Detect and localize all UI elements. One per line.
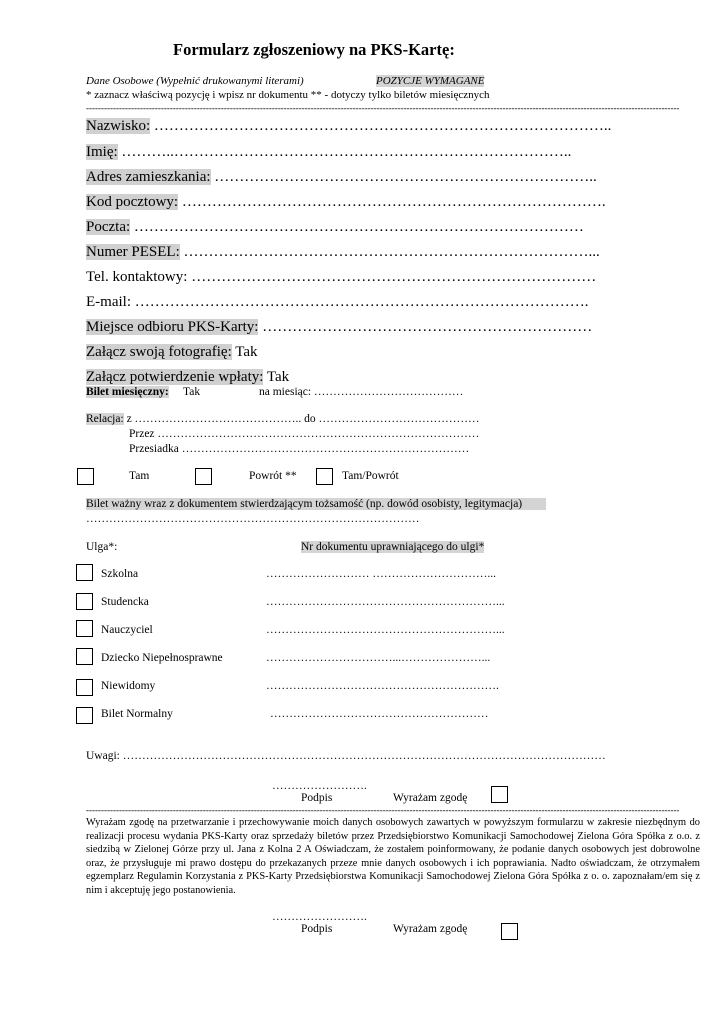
checkbox-both[interactable] <box>316 468 333 485</box>
consent-label-1: Wyrażam zgodę <box>393 792 468 804</box>
field-dots: ………………………………………………………………………... <box>179 244 600 260</box>
discount-teacher-label: Nauczyciel <box>101 624 153 636</box>
option-there-label: Tam <box>129 470 150 482</box>
discount-disabled-child-doc-field[interactable]: ……………………………...…………………... <box>266 652 491 664</box>
option-both-label: Tam/Powrót <box>342 470 399 482</box>
checkbox-there[interactable] <box>77 468 94 485</box>
separator-top: ------------------------------------------------------------------------------------------------------------------------------------------------------------------------------------------------------ <box>86 103 680 113</box>
monthly-ticket-value: Tak <box>183 386 201 398</box>
checkbox-discount-school[interactable] <box>76 564 93 581</box>
field-dots: ……………………………………………………………………………… <box>130 219 584 235</box>
personal-data-heading: Dane Osobowe (Wypełnić drukowanymi literami) <box>86 75 304 87</box>
field-phone[interactable] <box>86 267 596 287</box>
checkbox-consent-1[interactable] <box>491 786 508 803</box>
discount-disabled-child-label: Dziecko Niepełnosprawne <box>101 652 223 664</box>
checkbox-discount-student[interactable] <box>76 593 93 610</box>
checkbox-discount-teacher[interactable] <box>76 620 93 637</box>
field-dots: ………………………………………………………………………………. <box>131 294 589 310</box>
instructions-note: * zaznacz właściwą pozycję i wpisz nr dokumentu ** - dotyczy tylko biletów miesięcznych <box>86 89 490 101</box>
field-label: Adres zamieszkania: <box>86 169 211 185</box>
discount-teacher-doc-field[interactable]: ……………………………………………………... <box>266 624 505 636</box>
discount-doc-label: Nr dokumentu uprawniającego do ulgi* <box>301 541 485 553</box>
discount-school-label: Szkolna <box>101 568 139 580</box>
signature-label-1: Podpis <box>301 792 333 804</box>
signature-line-1[interactable]: ……………………. <box>272 780 367 792</box>
checkbox-consent-2[interactable] <box>501 923 518 940</box>
discount-blind-label: Niewidomy <box>101 680 156 692</box>
validity-note: Bilet ważny wraz z dokumentem stwierdzającym tożsamość (np. dowód osobisty, legitymacja) <box>86 498 546 510</box>
discount-student-label: Studencka <box>101 596 149 608</box>
field-label: Nazwisko: <box>86 118 151 134</box>
discount-normal-doc-field[interactable]: ………………………………………………… <box>270 708 489 720</box>
monthly-month-field[interactable]: na miesiąc: ………………………………… <box>259 386 464 398</box>
option-back-label: Powrót ** <box>249 470 297 482</box>
field-label: Kod pocztowy: <box>86 194 179 210</box>
validity-dots[interactable]: …………………………………………………………………………… <box>86 513 420 525</box>
discount-blind-doc-field[interactable]: ……………………………………………………. <box>266 680 499 692</box>
field-label: Imię: <box>86 144 118 160</box>
field-label: E-mail: <box>86 294 131 310</box>
discount-school-doc-field[interactable]: ……………………… …………………………... <box>266 568 496 580</box>
required-badge: POZYCJE WYMAGANE <box>376 75 485 87</box>
field-dots: ………………………………………………………………….. <box>210 169 597 185</box>
field-address[interactable] <box>86 167 597 187</box>
monthly-ticket-label: Bilet miesięczny: <box>86 386 169 398</box>
route-via-field[interactable]: Przez ………………………………………………………………………… <box>129 428 480 440</box>
remarks-field[interactable]: Uwagi: ……………………………………………………………………………………………………………… <box>86 750 606 762</box>
checkbox-back[interactable] <box>195 468 212 485</box>
checkbox-discount-disabled-child[interactable] <box>76 648 93 665</box>
field-email[interactable] <box>86 292 589 312</box>
field-label: Załącz swoją fotografię: <box>86 344 232 360</box>
field-value: Tak <box>263 369 290 385</box>
checkbox-discount-blind[interactable] <box>76 679 93 696</box>
field-dots: ………………………………………………………… <box>258 319 593 335</box>
field-dots: ………..…………………………………………………………………….. <box>117 144 572 160</box>
field-dots: ……………………………………………………………………………….. <box>150 118 612 134</box>
field-pickup-location[interactable] <box>86 317 592 337</box>
discount-label: Ulga*: <box>86 541 118 553</box>
route-label: Relacja: <box>86 413 124 425</box>
route-from-to[interactable] <box>86 413 480 425</box>
signature-line-2[interactable]: ……………………. <box>272 911 367 923</box>
field-label: Tel. kontaktowy: <box>86 269 188 285</box>
field-value: Tak <box>231 344 258 360</box>
consent-label-2: Wyrażam zgodę <box>393 923 468 935</box>
consent-paragraph: Wyrażam zgodę na przetwarzanie i przechowywanie moich danych osobowych zawartych w powyższym formularzu w zakresie niezbędnym do realizacji procesu wydania PKS-Karty oraz sprzedaży biletów przez Przedsiębiorstwo Komunikacji Samochodowej Zielona Góra Spółka z o.o. z siedzibą w Zielonej Górze przy ul. Jana z Kolna 2 A Oświadczam, że zostałem poinformowany, że podanie danych osobowych jest dobrowolne oraz, że przysługuje mi prawo dostępu do przekazanych przeze mnie danych osobowych i ich poprawiania. Nadto oświadczam, że otrzymałem egzemplarz Regulamin Korzystania z PKS-Karty Przedsiębiorstwa Komunikacji Samochodowej Zielona Góra Spółka z o. o. zapoznałam/em się z nim i akceptuję jego postanowienia. <box>86 817 700 896</box>
field-dots: …………………………………………………………………………. <box>178 194 606 210</box>
discount-normal-label: Bilet Normalny <box>101 708 173 720</box>
page-title: Formularz zgłoszeniowy na PKS-Kartę: <box>173 40 455 59</box>
field-label: Załącz potwierdzenie wpłaty: <box>86 369 264 385</box>
field-label: Numer PESEL: <box>86 244 180 260</box>
field-photo[interactable] <box>86 342 258 362</box>
field-label: Miejsce odbioru PKS-Karty: <box>86 319 259 335</box>
route-from-dots: z …………………………………….. do …………………………………… <box>123 413 480 425</box>
checkbox-discount-normal[interactable] <box>76 707 93 724</box>
field-surname[interactable] <box>86 116 611 136</box>
field-label: Poczta: <box>86 219 131 235</box>
field-payment-proof[interactable] <box>86 367 289 387</box>
discount-student-doc-field[interactable]: ……………………………………………………... <box>266 596 505 608</box>
field-pesel[interactable] <box>86 242 600 262</box>
field-first-name[interactable] <box>86 142 571 162</box>
route-transfer-field[interactable]: Przesiadka ………………………………………………………………… <box>129 443 470 455</box>
field-postal-code[interactable] <box>86 192 606 212</box>
separator-bottom: ------------------------------------------------------------------------------------------------------------------------------------------------------------------------------------------------------ <box>86 805 680 815</box>
signature-label-2: Podpis <box>301 923 333 935</box>
field-dots: ……………………………………………………………………… <box>187 269 597 285</box>
field-post-office[interactable] <box>86 217 584 237</box>
